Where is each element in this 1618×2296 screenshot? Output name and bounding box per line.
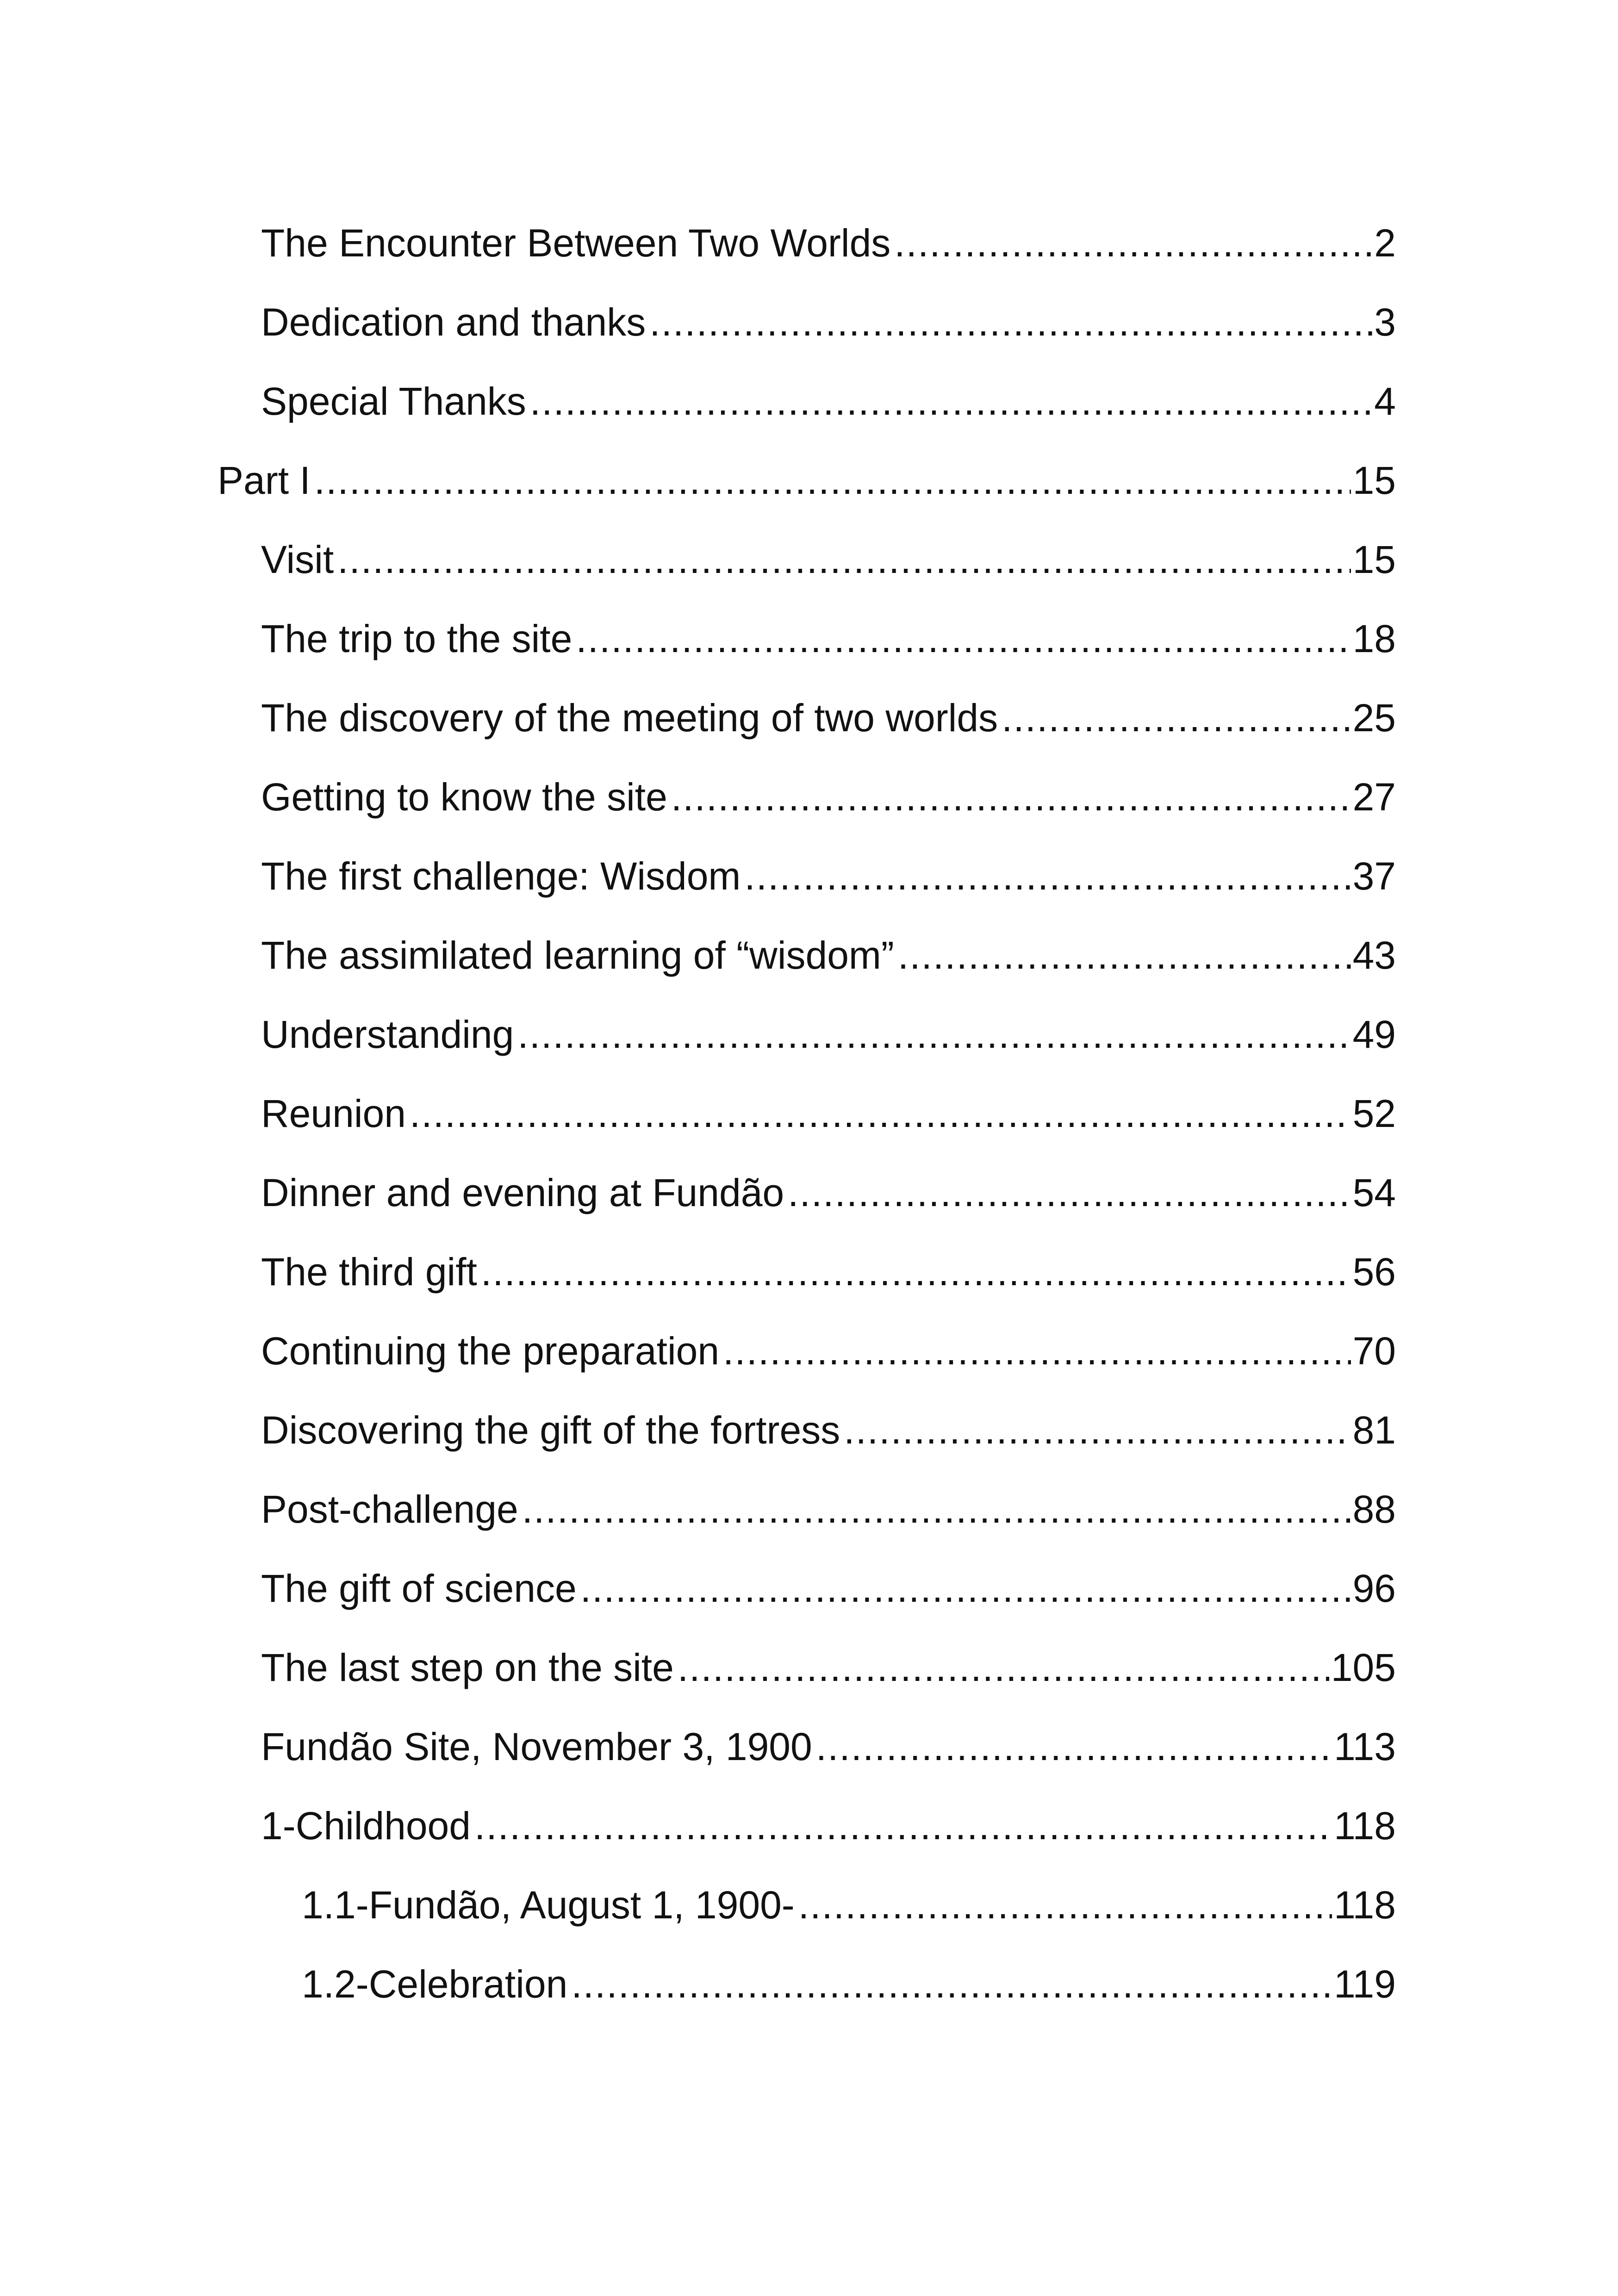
toc-entry-page: 15 bbox=[1352, 538, 1396, 581]
toc-entry[interactable] bbox=[0, 916, 1618, 995]
toc-entry[interactable] bbox=[0, 1866, 1618, 1945]
toc-entry-page: 18 bbox=[1352, 617, 1396, 660]
toc-entry-title: Visit bbox=[261, 538, 334, 581]
dot-leader bbox=[576, 599, 1350, 678]
toc-entry[interactable] bbox=[0, 520, 1618, 599]
toc-entry-page: 118 bbox=[1334, 1804, 1396, 1848]
toc-entry[interactable] bbox=[0, 1312, 1618, 1391]
dot-leader bbox=[894, 204, 1372, 283]
dot-leader bbox=[571, 1945, 1332, 2024]
toc-entry-title: Part I bbox=[218, 459, 311, 502]
toc-entry-page: 4 bbox=[1374, 380, 1396, 423]
dot-leader bbox=[844, 1391, 1350, 1470]
toc-entry-title: Dedication and thanks bbox=[261, 300, 646, 344]
toc-entry[interactable] bbox=[0, 283, 1618, 362]
dot-leader bbox=[517, 995, 1350, 1074]
dot-leader bbox=[410, 1074, 1351, 1153]
table-of-contents bbox=[0, 204, 1618, 2024]
toc-entry[interactable] bbox=[0, 204, 1618, 283]
toc-entry-page: 43 bbox=[1352, 933, 1396, 977]
dot-leader bbox=[314, 441, 1351, 520]
dot-leader bbox=[522, 1470, 1351, 1549]
toc-entry[interactable] bbox=[0, 1074, 1618, 1153]
dot-leader bbox=[649, 283, 1372, 362]
toc-entry-page: 113 bbox=[1334, 1725, 1396, 1768]
toc-entry[interactable] bbox=[0, 1707, 1618, 1786]
dot-leader bbox=[474, 1786, 1332, 1866]
dot-leader bbox=[337, 520, 1350, 599]
toc-entry[interactable] bbox=[0, 1232, 1618, 1312]
toc-entry-page: 37 bbox=[1352, 854, 1396, 898]
toc-entry[interactable] bbox=[0, 995, 1618, 1074]
dot-leader bbox=[580, 1549, 1351, 1628]
toc-entry[interactable] bbox=[0, 1470, 1618, 1549]
dot-leader bbox=[678, 1628, 1329, 1707]
toc-entry-page: 88 bbox=[1352, 1487, 1396, 1531]
dot-leader bbox=[744, 837, 1350, 916]
toc-entry-title: The discovery of the meeting of two worlds bbox=[261, 696, 998, 740]
toc-entry-title: 1.1-Fundão, August 1, 1900- bbox=[302, 1883, 795, 1927]
toc-entry-title: The trip to the site bbox=[261, 617, 573, 660]
toc-entry-title: The gift of science bbox=[261, 1567, 577, 1610]
toc-entry[interactable] bbox=[0, 1786, 1618, 1866]
toc-entry-page: 96 bbox=[1352, 1567, 1396, 1610]
dot-leader bbox=[788, 1153, 1350, 1232]
dot-leader bbox=[1002, 678, 1351, 758]
toc-entry[interactable] bbox=[0, 441, 1618, 520]
toc-entry-title: Fundão Site, November 3, 1900 bbox=[261, 1725, 812, 1768]
toc-entry-page: 15 bbox=[1352, 459, 1396, 502]
dot-leader bbox=[671, 758, 1351, 837]
toc-entry-page: 105 bbox=[1331, 1646, 1396, 1689]
toc-entry-page: 118 bbox=[1334, 1883, 1396, 1927]
toc-entry-title: 1-Childhood bbox=[261, 1804, 471, 1848]
toc-entry-page: 3 bbox=[1374, 300, 1396, 344]
toc-entry-title: Reunion bbox=[261, 1092, 406, 1135]
toc-entry-page: 81 bbox=[1352, 1408, 1396, 1452]
toc-entry-title: Discovering the gift of the fortress bbox=[261, 1408, 840, 1452]
toc-entry-title: Understanding bbox=[261, 1013, 514, 1056]
toc-entry[interactable] bbox=[0, 1391, 1618, 1470]
toc-entry-page: 49 bbox=[1352, 1013, 1396, 1056]
dot-leader bbox=[481, 1232, 1351, 1312]
dot-leader bbox=[723, 1312, 1351, 1391]
toc-entry[interactable] bbox=[0, 599, 1618, 678]
toc-entry-page: 54 bbox=[1352, 1171, 1396, 1214]
toc-entry-page: 52 bbox=[1352, 1092, 1396, 1135]
toc-entry-title: The assimilated learning of “wisdom” bbox=[261, 933, 894, 977]
toc-entry-title: The first challenge: Wisdom bbox=[261, 854, 741, 898]
toc-entry[interactable] bbox=[0, 758, 1618, 837]
toc-entry[interactable] bbox=[0, 362, 1618, 441]
toc-entry-title: 1.2-Celebration bbox=[302, 1962, 568, 2006]
toc-entry-title: Continuing the preparation bbox=[261, 1329, 720, 1373]
toc-entry-title: The Encounter Between Two Worlds bbox=[261, 221, 891, 265]
toc-entry-page: 56 bbox=[1352, 1250, 1396, 1294]
toc-entry[interactable] bbox=[0, 1945, 1618, 2024]
toc-entry[interactable] bbox=[0, 1153, 1618, 1232]
toc-entry[interactable] bbox=[0, 1628, 1618, 1707]
dot-leader bbox=[816, 1707, 1332, 1786]
toc-entry-title: Post-challenge bbox=[261, 1487, 518, 1531]
toc-entry[interactable] bbox=[0, 1549, 1618, 1628]
toc-entry-page: 25 bbox=[1352, 696, 1396, 740]
toc-entry-title: The third gift bbox=[261, 1250, 477, 1294]
toc-entry-page: 70 bbox=[1352, 1329, 1396, 1373]
dot-leader bbox=[530, 362, 1372, 441]
toc-entry[interactable] bbox=[0, 837, 1618, 916]
toc-entry[interactable] bbox=[0, 678, 1618, 758]
toc-entry-title: Special Thanks bbox=[261, 380, 526, 423]
toc-entry-page: 2 bbox=[1374, 221, 1396, 265]
dot-leader bbox=[798, 1866, 1332, 1945]
toc-entry-page: 119 bbox=[1334, 1962, 1396, 2006]
toc-entry-title: Dinner and evening at Fundão bbox=[261, 1171, 784, 1214]
toc-entry-title: Getting to know the site bbox=[261, 775, 667, 819]
toc-entry-page: 27 bbox=[1352, 775, 1396, 819]
dot-leader bbox=[898, 916, 1351, 995]
toc-entry-title: The last step on the site bbox=[261, 1646, 674, 1689]
